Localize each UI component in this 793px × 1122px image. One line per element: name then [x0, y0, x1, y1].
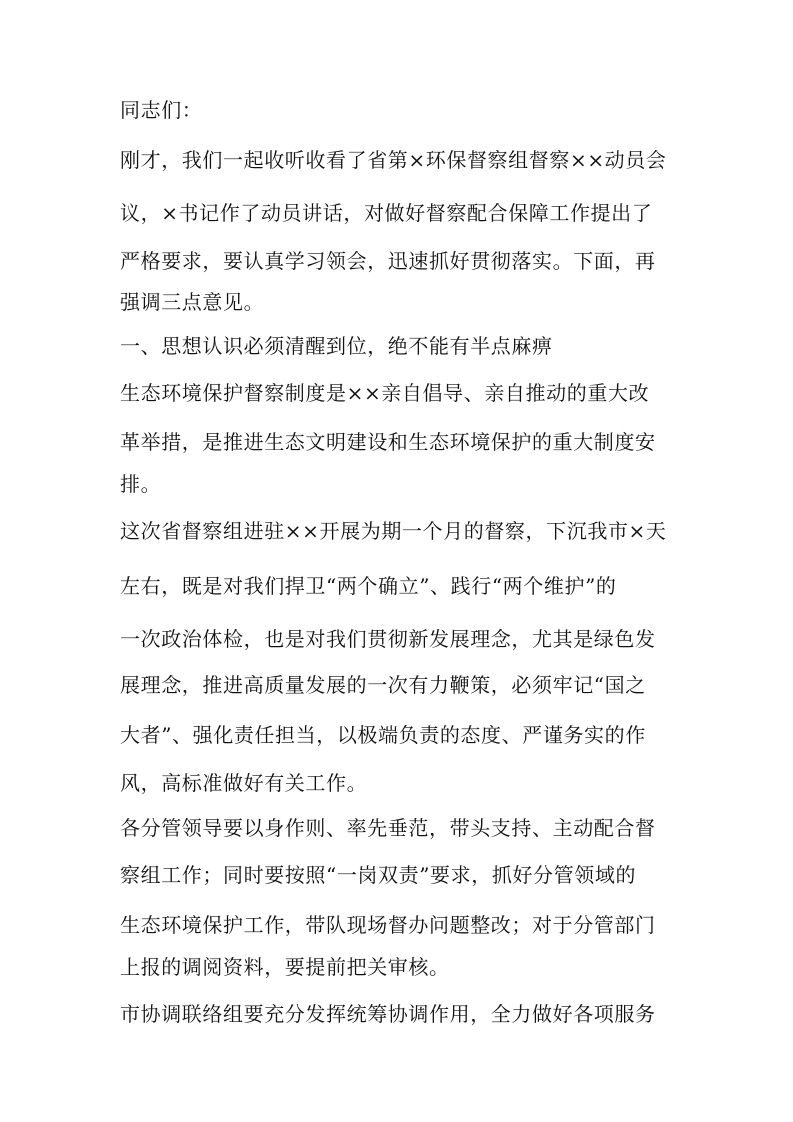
text-line: 严格要求，要认真学习领会，迅速抓好贯彻落实。下面，再: [120, 249, 656, 273]
text-line: 强调三点意见。: [120, 290, 265, 314]
text-line: 一次政治体检，也是对我们贯彻新发展理念，尤其是绿色发: [120, 627, 656, 651]
text-line: 上报的调阅资料，要提前把关审核。: [120, 955, 450, 979]
text-line: 议，×书记作了动员讲话，对做好督察配合保障工作提出了: [120, 201, 653, 225]
text-line: 这次省督察组进驻××开展为期一个月的督察，下沉我市×天: [120, 519, 667, 543]
text-line: 排。: [120, 472, 162, 496]
salutation: 同志们：: [120, 98, 203, 122]
text-line: 生态环境保护工作，带队现场督办问题整改；对于分管部门: [120, 913, 656, 937]
section-heading: 一、思想认识必须清醒到位，绝不能有半点麻痹: [120, 334, 553, 358]
text-line: 左右，既是对我们捍卫“两个确立”、践行“两个维护”的: [120, 574, 617, 598]
text-line: 大者”、强化责任担当，以极端负责的态度、严谨务实的作: [120, 723, 646, 747]
text-line: 革举措，是推进生态文明建设和生态环境保护的重大制度安: [120, 430, 656, 454]
text-line: 市协调联络组要充分发挥统筹协调作用，全力做好各项服务: [120, 1002, 656, 1026]
text-line: 展理念，推进高质量发展的一次有力鞭策，必须牢记“国之: [120, 673, 646, 697]
text-line: 生态环境保护督察制度是××亲自倡导、亲自推动的重大改: [120, 381, 650, 405]
text-line: 各分管领导要以身作则、率先垂范，带头支持、主动配合督: [120, 816, 656, 840]
text-line: 风，高标准做好有关工作。: [120, 771, 368, 795]
text-line: 刚才，我们一起收听收看了省第×环保督察组督察××动员会: [120, 148, 667, 172]
text-line: 察组工作；同时要按照“一岗双责”要求，抓好分管领域的: [120, 863, 637, 887]
